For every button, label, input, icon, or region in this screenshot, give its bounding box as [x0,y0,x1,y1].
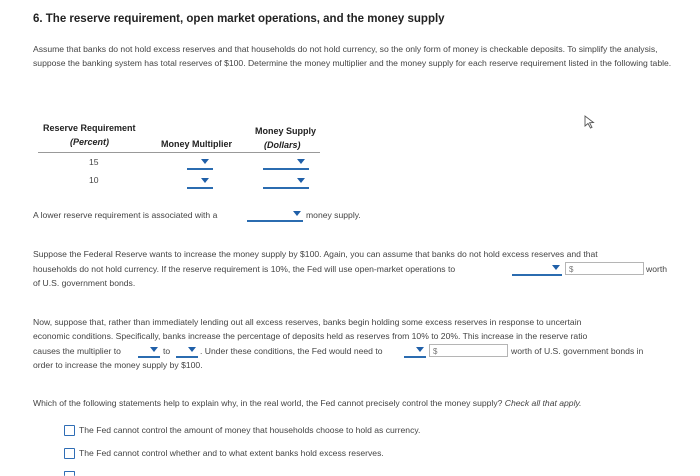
p3-line3-a: causes the multiplier to [33,346,121,356]
option-checkbox-excess-reserves[interactable] [64,448,75,459]
p3-multiplier-to-dropdown[interactable] [176,345,198,358]
q1-text-pre: A lower reserve requirement is associated with a [33,210,218,220]
multiplier-dropdown-15[interactable] [187,157,213,170]
header-money-supply: Money Supply [255,126,317,136]
mouse-cursor-icon [584,115,596,129]
p3-line1: Now, suppose that, rather than immediately lending out all excess reserves, banks begin holding some excess reserves in response to uncertain [33,317,582,327]
option-label-currency: The Fed cannot control the amount of money that households choose to hold as currency. [79,425,421,435]
p2-bond-amount-input[interactable]: $ [565,262,644,275]
chevron-down-icon [297,159,305,164]
p3-line3-d: worth of U.S. government bonds in [511,346,644,356]
question-title: 6. The reserve requirement, open market operations, and the money supply [33,13,445,25]
p3-line3-c: . Under these conditions, the Fed would need to [200,346,383,356]
option-checkbox-partial[interactable] [64,471,75,476]
p2-line1: Suppose the Federal Reserve wants to increase the money supply by $100. Again, you can assume that banks do not hold excess reserves and that [33,249,598,259]
chevron-down-icon [201,159,209,164]
q4-question-text: Which of the following statements help to explain why, in the real world, the Fed cannot precisely control the money supply? [33,398,503,408]
multiplier-dropdown-10[interactable] [187,176,213,189]
p2-line2-post: worth [646,264,668,274]
money-supply-dropdown-10[interactable] [263,176,309,189]
chevron-down-icon [297,178,305,183]
chevron-down-icon [293,211,301,216]
chevron-down-icon [150,347,158,352]
p3-line3-b: to [163,346,171,356]
p3-fed-action-dropdown[interactable] [404,345,426,358]
q1-money-supply-dropdown[interactable] [247,209,303,222]
option-checkbox-currency[interactable] [64,425,75,436]
p2-open-market-dropdown[interactable] [512,263,562,276]
option-label-excess-reserves: The Fed cannot control whether and to what extent banks hold excess reserves. [79,448,384,458]
header-money-multiplier: Money Multiplier [161,139,233,149]
table-row-req-10: 10 [89,175,99,185]
p2-line2-pre: households do not hold currency. If the reserve requirement is 10%, the Fed will use open-market operations to [33,264,456,274]
header-dollars: (Dollars) [264,140,301,150]
q4-instruction: Check all that apply. [504,398,582,408]
q4-question [33,398,582,408]
p3-multiplier-from-dropdown[interactable] [138,345,160,358]
intro-paragraph: Assume that banks do not hold excess reserves and that households do not hold currency, so the only form of money is checkable deposits. To simplify the analysis, suppose the banking system has total reserves of $100. Determine the money multiplier and the money supply for each reserve requirement listed in the following table. [33,44,672,68]
p2-line3: of U.S. government bonds. [33,278,136,288]
chevron-down-icon [416,347,424,352]
chevron-down-icon [201,178,209,183]
chevron-down-icon [552,265,560,270]
p3-bond-amount-input[interactable]: $ [429,344,508,357]
chevron-down-icon [188,347,196,352]
p3-line4: order to increase the money supply by $100. [33,360,203,370]
q1-text-post: money supply. [306,210,361,220]
table-header-rule [38,152,320,153]
p3-line2: economic conditions. Specifically, banks increase the percentage of deposits held as reserves from 10% to 20%. This increase in the reserve ratio [33,331,588,341]
header-reserve-requirement: Reserve Requirement [43,123,136,133]
table-row-req-15: 15 [89,157,99,167]
header-percent: (Percent) [70,137,110,147]
money-supply-dropdown-15[interactable] [263,157,309,170]
